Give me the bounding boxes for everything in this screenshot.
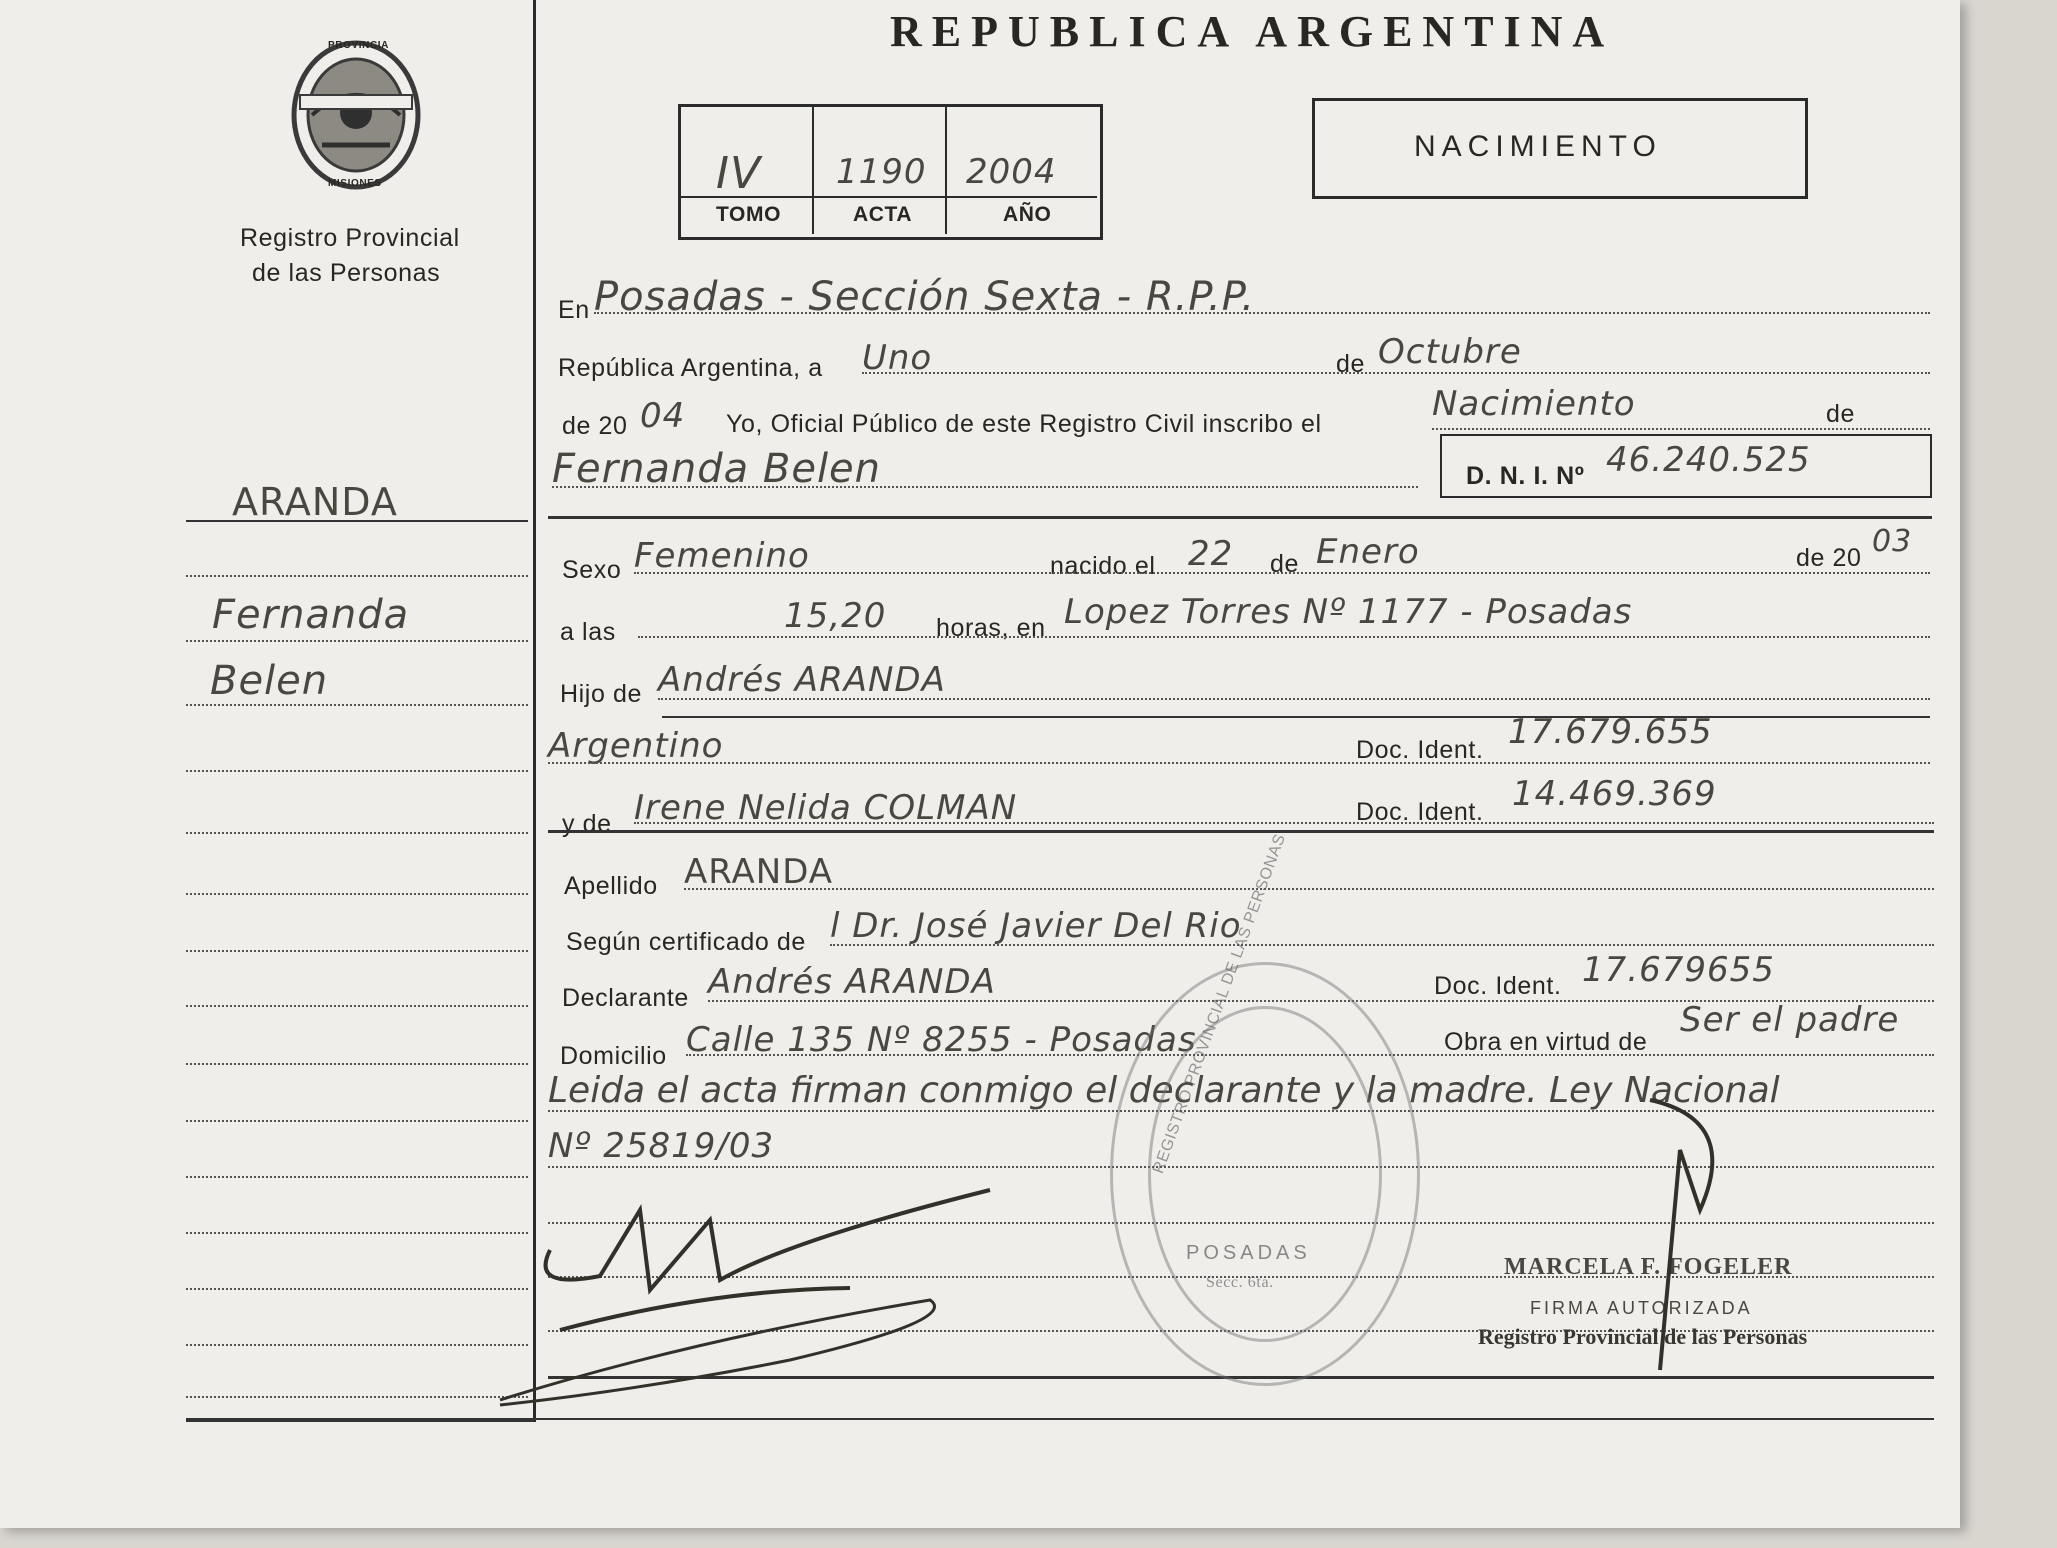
de-year-label: de 20 xyxy=(562,412,628,440)
segun-label: Según certificado de xyxy=(566,928,806,956)
day-words: Uno xyxy=(862,338,933,378)
authorized-org: Registro Provincial de las Personas xyxy=(1478,1324,1808,1349)
stamp-city: POSADAS xyxy=(1186,1242,1311,1264)
yo-label: Yo, Oficial Público de este Registro Civil inscribo el xyxy=(726,410,1322,438)
birth-time: 15,20 xyxy=(784,596,887,636)
obra-value: Ser el padre xyxy=(1680,1000,1900,1040)
birth-day: 22 xyxy=(1188,534,1234,574)
de-label-2: de xyxy=(1826,400,1856,428)
declarant-signature xyxy=(490,1180,1010,1420)
acta-value: 1190 xyxy=(836,152,927,192)
month-value: Octubre xyxy=(1378,332,1522,372)
stamp-section: Secc. 6ta. xyxy=(1206,1274,1274,1291)
sexo-value: Femenino xyxy=(634,536,810,576)
margin-name-1: Fernanda xyxy=(212,592,410,638)
authorized-role: FIRMA AUTORIZADA xyxy=(1530,1298,1753,1318)
tomo-label: TOMO xyxy=(716,203,782,226)
place-value: Posadas - Sección Sexta - R.P.P. xyxy=(594,274,1256,320)
country-title: REPUBLICA ARGENTINA xyxy=(890,7,1615,56)
certificate-doctor: l Dr. José Javier Del Rio xyxy=(830,906,1242,946)
republica-label: República Argentina, a xyxy=(558,354,823,382)
hijo-label: Hijo de xyxy=(560,680,643,708)
dni-value: 46.240.525 xyxy=(1606,440,1811,480)
apellido-label: Apellido xyxy=(564,872,658,900)
act-inscribed: Nacimiento xyxy=(1432,384,1636,424)
horas-label: horas, en xyxy=(936,614,1046,642)
acta-label: ACTA xyxy=(853,203,913,226)
ano-value: 2004 xyxy=(966,152,1057,192)
declarante-doc-label: Doc. Ident. xyxy=(1434,972,1562,1000)
birth-month: Enero xyxy=(1316,532,1420,572)
dni-label: D. N. I. Nº xyxy=(1466,462,1585,490)
official-signature xyxy=(1620,1080,1760,1380)
registry-name-line2: de las Personas xyxy=(252,259,441,287)
father-name: Andrés ARANDA xyxy=(658,660,946,700)
y-de-label: y de xyxy=(562,810,612,838)
authorized-signer: MARCELA F. FOGELER xyxy=(1504,1254,1793,1280)
mother-doc-label: Doc. Ident. xyxy=(1356,798,1484,826)
domicilio-value: Calle 135 Nº 8255 - Posadas xyxy=(686,1020,1197,1060)
year-suffix: 04 xyxy=(640,396,686,436)
mother-doc: 14.469.369 xyxy=(1512,774,1717,814)
declarante-doc: 17.679655 xyxy=(1582,950,1775,990)
province-seal xyxy=(282,35,430,195)
a-las-label: a las xyxy=(560,618,616,646)
obra-label: Obra en virtud de xyxy=(1444,1028,1648,1056)
father-doc: 17.679.655 xyxy=(1508,712,1713,752)
stamp-ring-text: REGISTRO PROVINCIAL DE LAS PERSONAS xyxy=(1150,831,1290,1176)
declarante-name: Andrés ARANDA xyxy=(708,962,996,1002)
domicilio-label: Domicilio xyxy=(560,1042,667,1070)
father-nationality: Argentino xyxy=(548,726,724,766)
note-line-1: Leida el acta firman conmigo el declarante y la madre. Ley Nacional xyxy=(548,1070,1780,1111)
birth-place: Lopez Torres Nº 1177 - Posadas xyxy=(1064,592,1633,632)
en-label: En xyxy=(558,296,590,324)
note-line-2: Nº 25819/03 xyxy=(548,1126,775,1166)
father-doc-label: Doc. Ident. xyxy=(1356,736,1484,764)
tomo-value: IV xyxy=(716,148,762,199)
apellido-value: ARANDA xyxy=(684,852,834,892)
birth-year-suffix: 03 xyxy=(1872,524,1913,559)
de-label-1: de xyxy=(1336,350,1366,378)
child-name: Fernanda Belen xyxy=(552,446,882,492)
declarante-label: Declarante xyxy=(562,984,689,1012)
margin-surname: ARANDA xyxy=(232,480,398,524)
seal-top-text: PROVINCIA xyxy=(328,40,389,51)
seal-bottom-text: MISIONES xyxy=(328,178,382,189)
margin-name-2: Belen xyxy=(210,658,329,704)
de-20-label: de 20 xyxy=(1796,544,1862,572)
mother-name: Irene Nelida COLMAN xyxy=(634,788,1018,828)
registry-name-line1: Registro Provincial xyxy=(240,224,460,252)
de-label-3: de xyxy=(1270,550,1300,578)
ano-label: AÑO xyxy=(1003,203,1052,226)
sexo-label: Sexo xyxy=(562,556,622,584)
nacido-label: nacido el xyxy=(1050,552,1156,580)
act-type-label: NACIMIENTO xyxy=(1414,130,1662,163)
